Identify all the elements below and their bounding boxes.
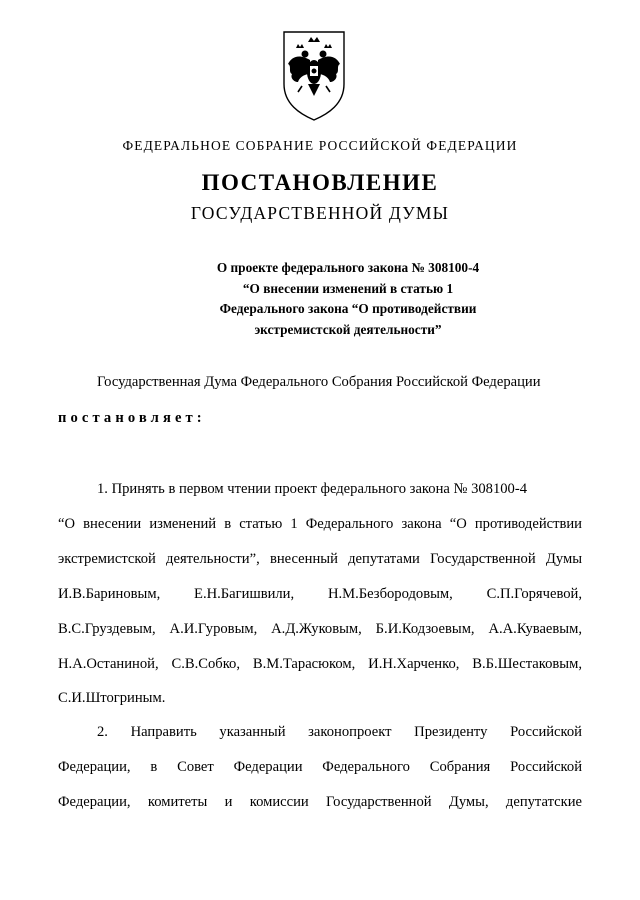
item-1-line: Н.А.Останиной, С.В.Собко, В.М.Тарасюком, И.Н.Харченко, В.Б.Шестаковым,: [58, 656, 582, 672]
coat-of-arms-icon: [276, 26, 352, 122]
document-subject: [178, 258, 518, 340]
document-issuer-title: ГОСУДАРСТВЕННОЙ ДУМЫ: [190, 203, 450, 223]
document-type-title: ПОСТАНОВЛЕНИЕ: [201, 170, 439, 195]
subject-line: Федерального закона “О противодействии: [219, 301, 477, 316]
item-2-line: 2. Направить указанный законопроект Президенту Российской: [97, 724, 582, 740]
item-2-line: Федерации, комитеты и комиссии Государственной Думы, депутатские: [58, 794, 582, 810]
item-1-line: И.В.Бариновым, Е.Н.Багишвили, Н.М.Безбородовым, С.П.Горячевой,: [58, 586, 582, 602]
item-1-line: “О внесении изменений в статью 1 Федерального закона “О противодействии: [58, 516, 582, 532]
decrees-word: постановляет:: [58, 410, 206, 426]
item-1-line: С.И.Штогриным.: [58, 690, 166, 706]
preamble-text: Государственная Дума Федерального Собрания Российской Федерации: [97, 374, 541, 390]
item-1-line: экстремистской деятельности”, внесенный депутатами Государственной Думы: [58, 551, 582, 567]
subject-line: “О внесении изменений в статью 1: [242, 280, 454, 296]
item-2-line: Федерации, в Совет Федерации Федерального Собрания Российской: [58, 759, 582, 775]
organization-title: ФЕДЕРАЛЬНОЕ СОБРАНИЕ РОССИЙСКОЙ ФЕДЕРАЦИИ: [122, 138, 518, 153]
subject-line: О проекте федерального закона № 308100-4: [216, 260, 480, 275]
subject-line: экстремистской деятельности”: [254, 321, 442, 337]
item-1-line: 1. Принять в первом чтении проект федерального закона № 308100-4: [97, 481, 528, 497]
item-1-line: В.С.Груздевым, А.И.Гуровым, А.Д.Жуковым, Б.И.Кодзоевым, А.А.Куваевым,: [58, 621, 582, 637]
